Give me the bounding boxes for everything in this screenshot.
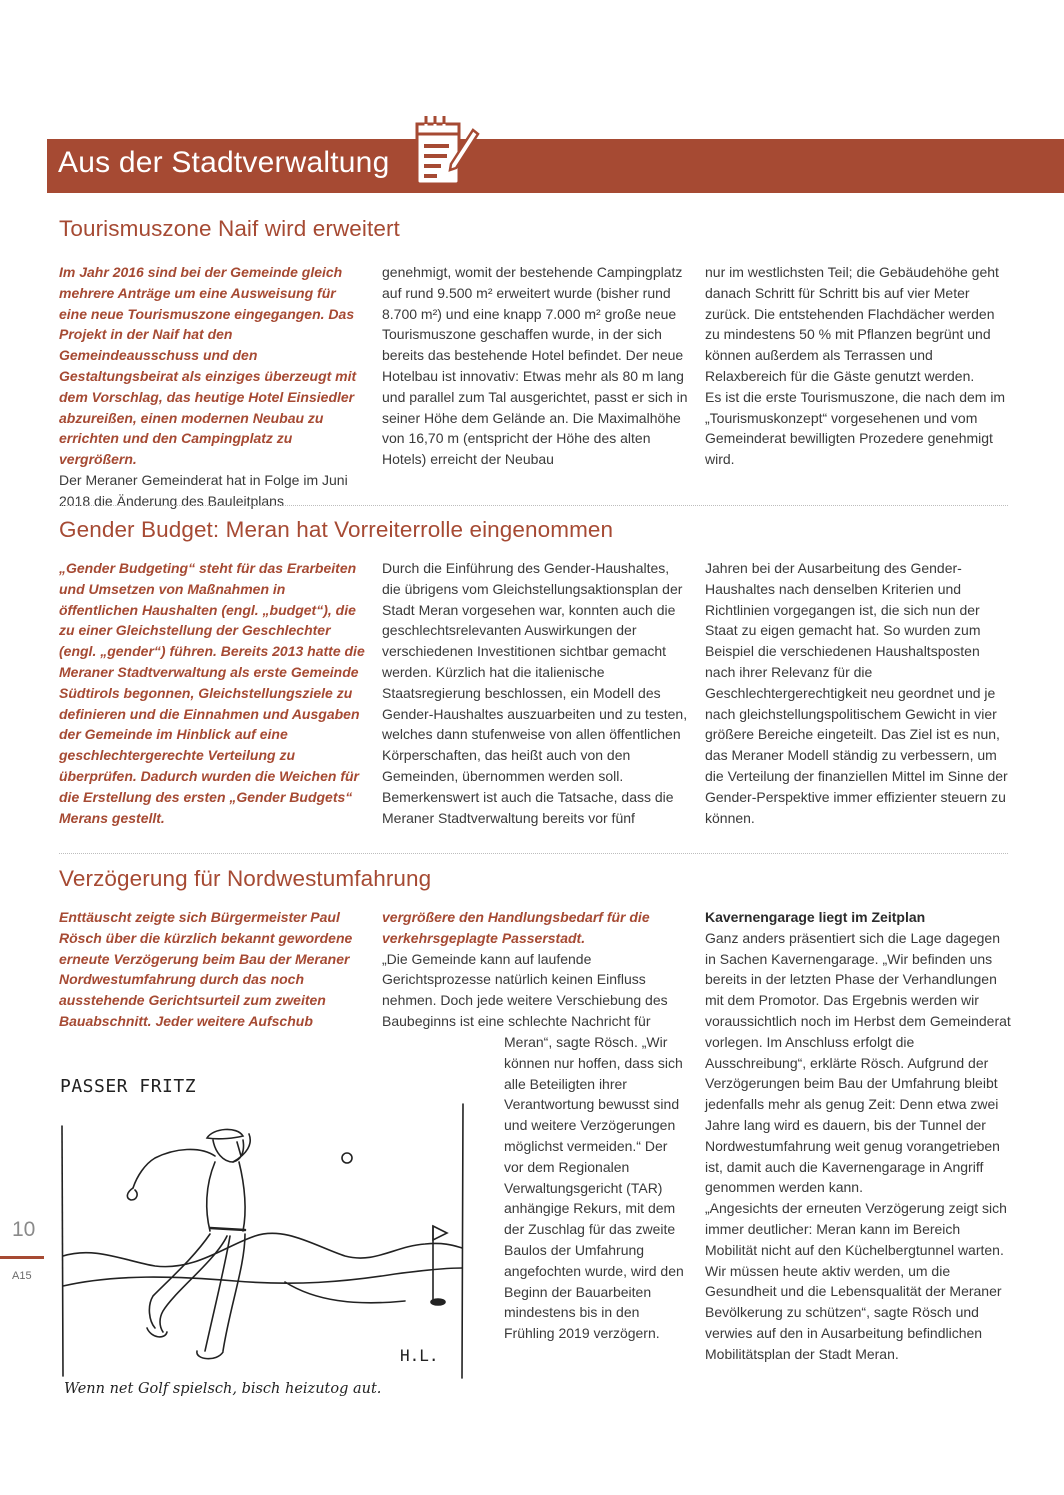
cartoon-signature: H.L. — [400, 1346, 439, 1365]
article3-col2-lead: vergrößere den Handlungsbedarf für die verkehrsgeplagte Passerstadt. — [382, 909, 650, 946]
article1-column-3 — [705, 262, 1013, 470]
article1-lead: Im Jahr 2016 sind bei der Gemeinde gleich mehrere Anträge um eine Ausweisung für eine neue Tourismuszone eingegangen. Das Projekt in der Naif hat den Gemeindeausschuss und den Gestaltungsbeirat als einziges überzeugt mit dem Vorschlag, das heutige Hotel Einsiedler abzureißen, einen modernen Neubau zu errichten und den Campingplatz zu vergrößern. — [59, 264, 357, 468]
article1-col3-p2: Es ist die erste Tourismuszone, die nach dem im „Tourismuskonzept“ vorgesehenen und vom Gemeinderat bewilligten Prozedere genehmigt wird. — [705, 388, 1006, 468]
section-divider — [59, 505, 1008, 506]
article3-col3-p2: „Angesichts der erneuten Verzögerung zeigt sich immer deutlicher: Meran kann im Bereich Mobilität nicht auf den Küchelbergtunnel warten. Wir müssen heute aktiv werden, um die Gesundheit und die Lebensqualität der Meraner Bevölkerung zu schützen“, sagte Rösch und verwies auf den in Ausarbeitung befindlichen Mobilitätsplan der Stadt Meran. — [705, 1200, 1007, 1362]
section-divider — [59, 853, 1008, 854]
article3-column-2-narrow: Meran“, sagte Rösch. „Wir können nur hoffen, dass sich alle Beteiligten ihrer Verantwortung bewusst sind und weitere Verzögerungen möglichst vermeiden.“ Der vor dem Regionalen Verwaltungsgericht (TAR) anhängige Rekurs, mit dem der Zuschlag für das zweite Baulos der Umfahrung angefochten wurde, wird den Beginn der Bauarbeiten mindestens bis in den Frühling 2019 verzögern. — [504, 1034, 684, 1342]
cartoon-title: PASSER FRITZ — [60, 1076, 197, 1097]
article2-column-1 — [59, 558, 366, 828]
article1-column-2: genehmigt, womit der bestehende Campingplatz auf rund 9.500 m² erweitert wurde (bisher rund 8.700 m²) und eine knapp 7.000 m² große neue Tourismuszone geschaffen wurde, in der sich bereits das bestehende Hotel befindet. Der neue Hotelbau ist innovativ: Etwas mehr als 80 m lang und parallel zum Tal ausgerichtet, passt er sich in seiner Höhe dem Gelände an. Die Maximalhöhe von 16,70 m (entspricht der Höhe des alten Hotels) erreicht der Neubau — [382, 264, 688, 468]
article3-col2-body: „Die Gemeinde kann auf laufende Gerichtsprozesse natürlich keinen Einfluss nehmen. Doch jede weitere Verschiebung des Baubeginns ist eine schlechte Nachricht für — [382, 950, 668, 1029]
article3-lead: Enttäuscht zeigte sich Bürgermeister Paul Rösch über die kürzlich bekannt gewordene erneute Verzögerung beim Bau der Meraner Nordwestumfahrung durch das noch ausstehende Gerichtsurteil zum zweiten Bauabschnitt. Jeder weitere Aufschub — [59, 909, 353, 1029]
article3-column-2 — [382, 907, 688, 1032]
article1-col3-p1: nur im westlichsten Teil; die Gebäudehöhe geht danach Schritt für Schritt bis auf vier Meter zurück. Die entstehenden Flachdächer werden zu mindestens 50 % mit Pflanzen begrünt und können außerdem als Terrassen und Relaxbereich für die Gäste genutzt werden. — [705, 264, 999, 384]
notepad-pencil-icon — [411, 110, 481, 188]
article3-column-3 — [705, 907, 1013, 1365]
cartoon-caption: Wenn net Golf spielsch, bisch heizutog aut. — [64, 1381, 382, 1397]
article3-subheading: Kavernengarage liegt im Zeitplan — [705, 909, 926, 925]
page-number-bar — [0, 1256, 44, 1259]
article1-col1-body: Der Meraner Gemeinderat hat in Folge im Juni 2018 die Änderung des Bauleitplans — [59, 471, 348, 509]
golfer-cartoon — [55, 1096, 470, 1381]
article2-lead: „Gender Budgeting“ steht für das Erarbeiten und Umsetzen von Maßnahmen in öffentlichen Haushalten (engl. „budget“), die zu einer Gleichstellung der Geschlechter (engl. „gender“) führen. Bereits 2013 hatte die Meraner Stadtverwaltung als erste Gemeinde Südtirols begonnen, Gleichstellungsziele zu definieren und die Einnahmen und Ausgaben der Gemeinde im Hinblick auf eine geschlechtergerechte Verteilung zu überprüfen. Dadurch wurden die Weichen für die Erstellung des ersten „Gender Budgets“ Merans gestellt. — [59, 560, 365, 826]
page-number: 10 — [12, 1218, 36, 1241]
article-heading-tourismuszone: Tourismuszone Naif wird erweitert — [59, 216, 400, 241]
article-heading-gender-budget: Gender Budget: Meran hat Vorreiterrolle eingenommen — [59, 517, 614, 542]
article-heading-nordwestumfahrung: Verzögerung für Nordwestumfahrung — [59, 866, 432, 891]
article2-column-3: Jahren bei der Ausarbeitung des Gender-Haushaltes nach denselben Kriterien und Richtlinien vorgegangen ist, die sich nun der Staat zu eigen gemacht hat. So wurden zum Beispiel die verschiedenen Haushaltsposten nach ihrer Relevanz für die Geschlechtergerechtigkeit neu geordnet und je nach gleichstellungspolitischem Gewicht in vier größere Bereiche eingeteilt. Das Ziel ist es nun, das Meraner Modell ständig zu verbessern, um die Verteilung der finanziellen Mittel im Sinne der Gender-Perspektive immer effizienter steuern zu können. — [705, 560, 1008, 826]
article1-column-1 — [59, 262, 366, 512]
article3-col3-p1: Ganz anders präsentiert sich die Lage dagegen in Sachen Kavernengarage. „Wir befinden uns bereits in der letzten Phase der Verhandlungen mit dem Promotor. Das Ergebnis werden wir voraussichtlich noch im Herbst dem Gemeinderat vorlegen. Im Anschluss erfolgt die Ausschreibung“, erklärte Rösch. Aufgrund der Verzögerungen beim Bau der Umfahrung bleibt jedenfalls mehr als genug Zeit: Denn etwa zwei Jahre lang wird es dauern, bis der Tunnel der Nordwestumfahrung weit genug vorangetrieben ist, damit auch die Kavernengarage in Angriff genommen werden kann. — [705, 929, 1011, 1196]
page-code: A15 — [12, 1270, 32, 1282]
article2-column-2: Durch die Einführung des Gender-Haushaltes, die übrigens vom Gleichstellungsaktionsplan der Stadt Meran vorgesehen war, konnten auch die geschlechtsrelevanten Auswirkungen der verschiedenen Investitionen sichtbar gemacht werden. Kürzlich hat die italienische Staatsregierung beschlossen, ein Modell des Gender-Haushaltes auszuarbeiten und zu testen, welches dann stufenweise von allen öffentlichen Körperschaften, das heißt auch von den Gemeinden, übernommen werden soll. Bemerkenswert ist auch die Tatsache, dass die Meraner Stadtverwaltung bereits vor fünf — [382, 560, 688, 826]
article3-column-1 — [59, 907, 365, 1032]
section-title: Aus der Stadtverwaltung — [58, 146, 390, 179]
